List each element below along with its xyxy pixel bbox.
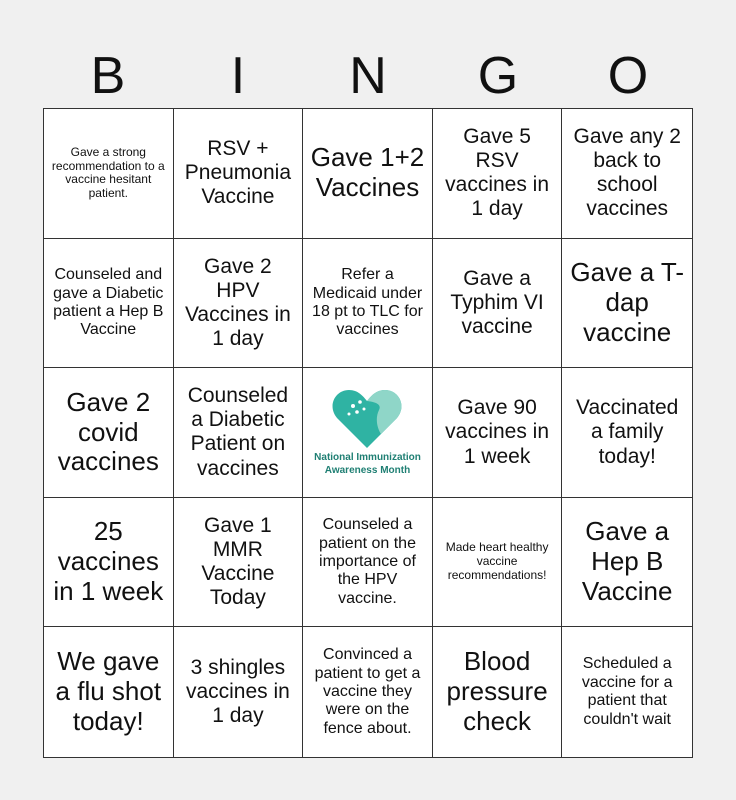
bingo-cell[interactable]: Counseled and gave a Diabetic patient a Hep B Vaccine [44, 239, 174, 369]
bingo-cell[interactable]: Vaccinated a family today! [562, 368, 692, 498]
bingo-board [43, 108, 693, 758]
free-space[interactable] [303, 368, 433, 498]
bingo-cell[interactable]: Made heart healthy vaccine recommendations! [433, 498, 563, 628]
bingo-cell[interactable]: Convinced a patient to get a vaccine they were on the fence about. [303, 627, 433, 757]
bingo-cell[interactable]: Gave 5 RSV vaccines in 1 day [433, 109, 563, 239]
bingo-cell[interactable]: Gave a Typhim VI vaccine [433, 239, 563, 369]
free-space-caption-line2: Awareness Month [324, 465, 411, 477]
bingo-cell[interactable]: Gave 1 MMR Vaccine Today [174, 498, 304, 628]
bingo-cell[interactable]: 25 vaccines in 1 week [44, 498, 174, 628]
bingo-cell[interactable]: Gave 2 HPV Vaccines in 1 day [174, 239, 304, 369]
free-space-caption-line1: National Immunization [314, 452, 421, 464]
bingo-cell[interactable]: We gave a flu shot today! [44, 627, 174, 757]
bingo-cell[interactable]: Gave a Hep B Vaccine [562, 498, 692, 628]
header-letter-n: N [349, 47, 387, 105]
header-letter-b: B [90, 47, 126, 105]
bingo-cell[interactable]: Gave 90 vaccines in 1 week [433, 368, 563, 498]
header-letter-i: I [230, 47, 246, 105]
bingo-cell[interactable]: Gave a T-dap vaccine [562, 239, 692, 369]
heart-icon [331, 388, 403, 450]
header-letter-g: G [477, 47, 519, 105]
bingo-cell[interactable]: Gave any 2 back to school vaccines [562, 109, 692, 239]
bingo-cell[interactable]: Scheduled a vaccine for a patient that couldn't wait [581, 655, 673, 728]
header-letter-o: O [607, 47, 649, 105]
bingo-cell[interactable]: Gave a strong recommendation to a vaccine hesitant patient. [44, 109, 174, 239]
bingo-cell[interactable]: Blood pressure check [433, 627, 563, 757]
bingo-cell[interactable]: Refer a Medicaid under 18 pt to TLC for vaccines [303, 239, 433, 369]
bingo-cell[interactable]: RSV + Pneumonia Vaccine [174, 109, 304, 239]
bingo-cell[interactable]: Counseled a Diabetic Patient on vaccines [174, 368, 304, 498]
bingo-cell[interactable]: Counseled a patient on the importance of the HPV vaccine. [303, 498, 433, 628]
bingo-cell[interactable]: Gave 1+2 Vaccines [303, 109, 433, 239]
bingo-cell[interactable]: Gave 2 covid vaccines [44, 368, 174, 498]
bingo-cell[interactable]: 3 shingles vaccines in 1 day [174, 627, 304, 757]
bingo-header [43, 44, 693, 108]
